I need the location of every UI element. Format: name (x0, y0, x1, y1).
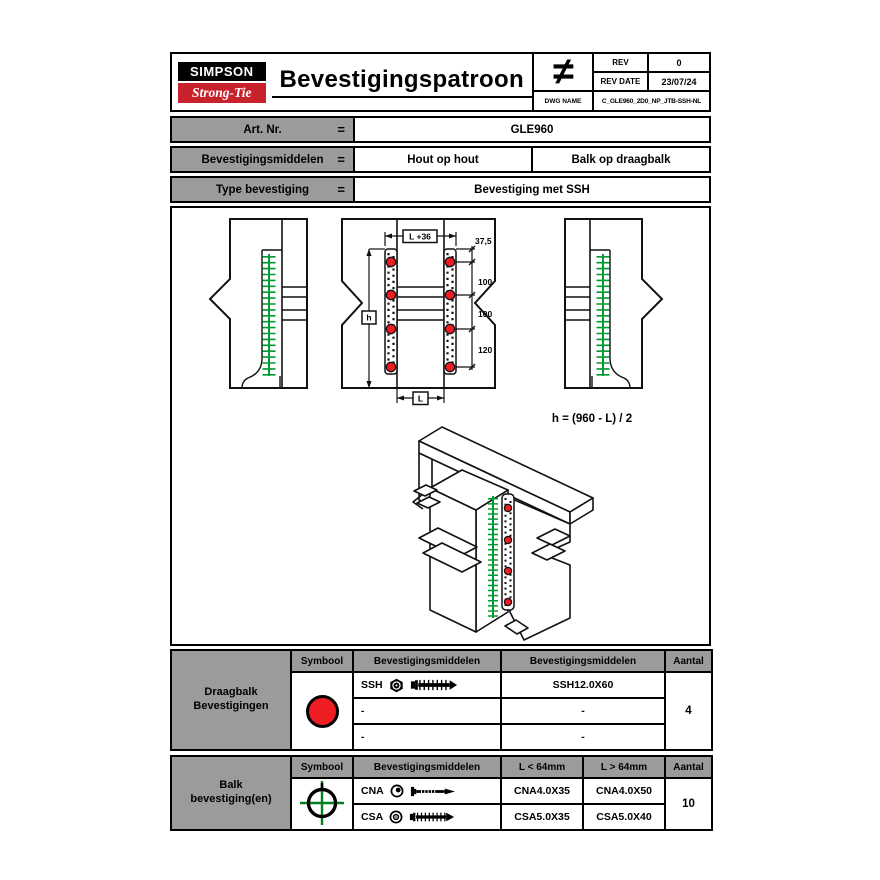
fastener-name-cell: - (353, 698, 501, 724)
dim-top-label: L +36 (409, 231, 431, 242)
dwg-name-value: C_GLE960_2D0_NP_JTB-SSH-NL (601, 97, 702, 105)
page-title: Bevestigingspatroon (272, 66, 532, 98)
col-header-bevestigingsmiddelen: Bevestigingsmiddelen (353, 756, 501, 778)
type-bevestiging-value: Bevestiging met SSH (474, 183, 590, 196)
fastener-value-cell: CNA4.0X35 (501, 778, 583, 804)
draagbalk-row-label: Draagbalk Bevestigingen (171, 650, 291, 750)
bevestigingsmiddelen-row (170, 146, 711, 173)
fastener-value-cell: CSA5.0X40 (583, 804, 665, 830)
equals-sign: = (337, 182, 345, 197)
rev-date-label: REV DATE (594, 73, 649, 92)
fastener-name-cell: CNA (353, 778, 501, 804)
dim-chain-label: 100 (478, 309, 493, 319)
front-view-middle (342, 219, 495, 405)
balk-fastener-table (170, 755, 713, 831)
title-cell (272, 54, 532, 110)
ssh-screw-icon (410, 678, 458, 692)
logo-simpson: SIMPSON (178, 62, 266, 81)
side-view-left (210, 219, 307, 388)
bevestigingsmiddelen-label: Bevestigingsmiddelen = (172, 148, 355, 171)
art-nr-label: Art. Nr. = (172, 118, 355, 141)
fastener-name-cell: - (353, 724, 501, 750)
drawing-area (170, 206, 711, 646)
rev-label: REV (594, 54, 649, 73)
col-header-bevestigingsmiddelen: Bevestigingsmiddelen (353, 650, 501, 672)
fastener-name-cell: CSA (353, 804, 501, 830)
crosshair-icon (299, 780, 345, 826)
dim-chain-label: 37,5 (475, 236, 492, 246)
rev-value: 0 (649, 54, 709, 73)
col-header-symbool: Symbool (291, 650, 353, 672)
fastener-value-cell: - (501, 698, 665, 724)
fastener-name-cell: SSH (353, 672, 501, 698)
dwg-name-label: DWG NAME (534, 92, 594, 110)
technical-drawing (172, 208, 708, 643)
isometric-view (413, 427, 593, 640)
logo-strongtie: Strong-Tie (178, 83, 266, 103)
col-header-symbool: Symbool (291, 756, 353, 778)
revision-block (532, 51, 709, 110)
col-header-l-long: L > 64mm (583, 756, 665, 778)
type-bevestiging-row (170, 176, 711, 203)
side-view-right (565, 219, 662, 388)
symbol-cell (291, 778, 353, 830)
type-bevestiging-label: Type bevestiging = (172, 178, 355, 201)
dim-chain-label: 100 (478, 277, 493, 287)
fastener-value-cell: - (501, 724, 665, 750)
col-header-bevestigingsmiddelen: Bevestigingsmiddelen (501, 650, 665, 672)
nail-icon (410, 785, 456, 798)
red-circle-icon (306, 695, 339, 728)
dim-h-label: h (366, 312, 372, 323)
hout-op-hout-value: Hout op hout (407, 153, 479, 166)
aantal-value: 10 (665, 778, 712, 830)
col-header-aantal: Aantal (665, 650, 712, 672)
equals-sign: = (337, 122, 345, 137)
height-formula: h = (960 - L) / 2 (551, 413, 633, 425)
cna-head-icon (390, 784, 404, 798)
dim-l-label: L (417, 393, 424, 404)
balk-row-label: Balk bevestiging(en) (171, 756, 291, 830)
art-nr-value: GLE960 (510, 123, 554, 136)
fastener-value-cell: CNA4.0X50 (583, 778, 665, 804)
csa-head-icon (389, 810, 403, 824)
balk-op-draagbalk-value: Balk op draagbalk (531, 148, 709, 171)
rev-date-value: 23/07/24 (649, 73, 709, 92)
not-equal-icon: ≠ (534, 54, 594, 92)
csa-screw-icon (409, 810, 455, 824)
title-block (170, 52, 711, 112)
dim-chain-label: 120 (478, 345, 493, 355)
simpson-strongtie-logo (172, 54, 272, 110)
fastener-value-cell: SSH12.0X60 (501, 672, 665, 698)
fastener-value-cell: CSA5.0X35 (501, 804, 583, 830)
symbol-cell (291, 672, 353, 750)
aantal-value: 4 (665, 672, 712, 750)
col-header-aantal: Aantal (665, 756, 712, 778)
col-header-l-short: L < 64mm (501, 756, 583, 778)
art-nr-row (170, 116, 711, 143)
hex-head-icon (389, 678, 404, 693)
draagbalk-fastener-table (170, 649, 713, 751)
equals-sign: = (337, 152, 345, 167)
